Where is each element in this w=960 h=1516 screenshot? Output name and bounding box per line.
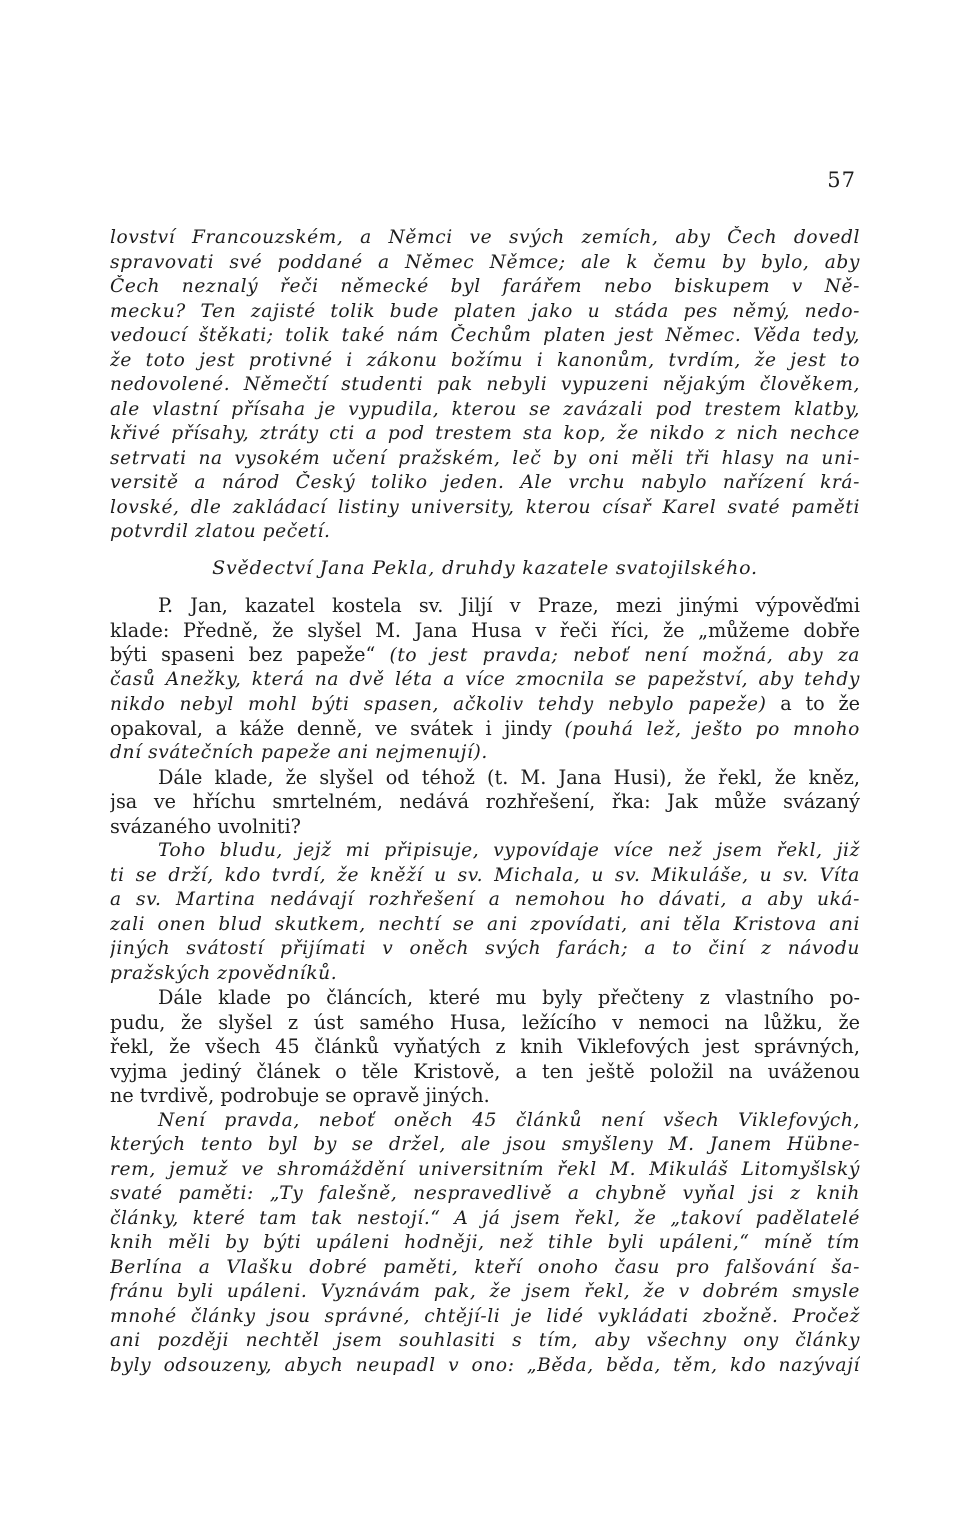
text-run: fránu byli upáleni. Vyznávám pak, že jsem řekl, že v dobrém smysle xyxy=(110,1281,860,1302)
text-line xyxy=(110,447,860,472)
text-line xyxy=(110,766,860,791)
text-run: řekl, že všech 45 článků vyňatých z knih Viklefových jest správných, xyxy=(110,1035,860,1058)
text-block-top xyxy=(110,226,860,545)
text-line xyxy=(110,422,860,447)
text-run: (to jest pravda; neboť není možná, aby za xyxy=(389,645,860,666)
text-line xyxy=(110,520,860,545)
text-line xyxy=(110,1109,860,1134)
text-run: lovské, dle zakládací listiny university, kterou císař Karel svaté paměti xyxy=(110,496,860,518)
text-run: byly odsouzeny, abych neupadl v ono: „Běda, běda, těm, kdo nazývají xyxy=(110,1354,860,1376)
text-run: články, které tam tak nestojí.“ A já jsem řekl, že „takoví padělatelé xyxy=(110,1207,860,1229)
text-line xyxy=(110,275,860,300)
page-number: 57 xyxy=(827,168,856,192)
text-run: ani později nechtěl jsem souhlasiti s tím, aby všechny ony články xyxy=(110,1330,860,1351)
text-line xyxy=(110,324,860,349)
text-line xyxy=(110,251,860,276)
text-run: klade: Předně, že slyšel M. Jana Husa v řeči říci, že „můžeme dobře xyxy=(110,618,860,642)
text-line xyxy=(110,496,860,521)
text-block-main xyxy=(110,594,860,1378)
text-line xyxy=(110,937,860,962)
text-line xyxy=(110,226,860,251)
text-run: P. Jan, kazatel kostela sv. Jiljí v Praze, mezi jinými výpověďmi xyxy=(158,594,860,617)
text-run: Toho bludu, jejž mi připisuje, vypovídaje více než jsem řekl, již xyxy=(158,840,860,861)
text-run: svázaného uvolniti? xyxy=(110,814,301,838)
text-run: jiných svátostí přijímati v oněch svých farách; a to činí z návodu xyxy=(110,938,860,959)
text-run: býti spaseni bez papeže“ xyxy=(110,643,390,666)
text-run: potvrdil zlatou pečetí. xyxy=(110,521,331,542)
text-run: rem, jemuž ve shromáždění universitním řekl M. Mikuláš Litomyšlský xyxy=(110,1158,860,1180)
text-run: že toto jest protivné i zákonu božímu i kanonům, tvrdím, že jest to xyxy=(110,349,860,371)
text-line xyxy=(110,815,860,840)
text-line xyxy=(110,692,860,717)
section-heading: Svědectví Jana Pekla, druhdy kazatele svatojilského. xyxy=(212,557,758,579)
text-run: pudu, že slyšel z úst samého Husa, ležícího v nemoci na lůžku, že xyxy=(110,1010,860,1034)
text-line xyxy=(110,1329,860,1354)
text-run: a sv. Martina nedávají rozhřešení a nemohou ho dávati, a aby uká- xyxy=(110,889,860,910)
text-run: Čech neznalý řeči německé byl farářem nebo biskupem v Ně- xyxy=(110,276,860,297)
text-run: (pouhá lež, ješto po mnoho xyxy=(564,718,860,740)
text-run: kterých tento byl by se držel, ale jsou smyšleny M. Janem Hübne- xyxy=(110,1134,860,1155)
text-run: vedoucí štěkati; tolik také nám Čechům platen jest Němec. Věda tedy, xyxy=(110,325,860,346)
text-line xyxy=(110,373,860,398)
text-run: Dále klade, že slyšel od téhož (t. M. Jana Husi), že řekl, že kněz, xyxy=(158,765,860,789)
text-line xyxy=(110,398,860,423)
text-line xyxy=(110,1256,860,1281)
text-run: pražských zpovědníků. xyxy=(110,962,338,984)
text-line xyxy=(110,888,860,913)
text-run: setrvati na vysokém učení pražském, leč by oni měli tři hlasy na uni- xyxy=(110,447,860,469)
text-line xyxy=(110,1084,860,1109)
text-run: ti se drží, kdo tvrdí, že kněží u sv. Michala, u sv. Mikuláše, u sv. Víta xyxy=(110,864,860,886)
text-run: časů Anežky, která na dvě léta a více zmocnila se papežství, aby tehdy xyxy=(110,668,860,690)
text-line xyxy=(110,643,860,668)
text-run: ale vlastní přísaha je vypudila, kterou se zavázali pod trestem klatby, xyxy=(110,398,860,420)
text-run: mecku? Ten zajisté tolik bude platen jako u stáda pes němý, nedo- xyxy=(110,300,860,322)
text-line xyxy=(110,962,860,987)
text-line xyxy=(110,839,860,864)
text-line xyxy=(110,619,860,644)
text-line xyxy=(110,1158,860,1183)
text-run: nikdo nebyl mohl býti spasen, ačkoliv tehdy nebylo papeže) xyxy=(110,694,767,715)
text-run: křivé přísahy, ztráty cti a pod trestem sta kop, že nikdo z nich nechce xyxy=(110,423,860,444)
text-run: dní svátečních papeže ani nejmenují). xyxy=(110,742,488,763)
text-run: zali onen blud skutkem, nechtí se ani zpovídati, ani těla Kristova ani xyxy=(110,913,860,935)
text-line xyxy=(110,668,860,693)
text-run: Berlína a Vlašku dobré paměti, kteří onoho času pro falšování ša- xyxy=(110,1256,860,1278)
text-run: Není pravda, neboť oněch 45 článků není všech Viklefových, xyxy=(158,1109,860,1131)
text-line xyxy=(110,471,860,496)
text-line xyxy=(110,717,860,742)
text-line xyxy=(110,349,860,374)
text-line xyxy=(110,864,860,889)
text-run: vyjma jediný článek o těle Kristově, a ten ještě položil na uváženou xyxy=(110,1059,860,1083)
text-run: jsa ve hříchu smrtelném, nedává rozhřešení, řka: Jak může svázaný xyxy=(110,790,860,813)
text-run: versitě a národ Český toliko jeden. Ale vrchu nabylo nařízení krá- xyxy=(110,472,860,493)
text-run: spravovati své poddané a Němec Němce; ale k čemu by bylo, aby xyxy=(110,251,860,273)
text-line xyxy=(110,1035,860,1060)
text-line xyxy=(110,300,860,325)
text-line xyxy=(110,790,860,815)
text-line xyxy=(110,594,860,619)
text-run: mnohé články jsou správné, chtějí-li je lidé vykládati zbožně. Pročež xyxy=(110,1305,860,1327)
text-run: svaté paměti: „Ty falešně, nespravedlivě a chybně vyňal jsi z knih xyxy=(110,1183,860,1204)
text-run: opakoval, a káže denně, ve svátek i jindy xyxy=(110,716,565,740)
text-line xyxy=(110,1182,860,1207)
text-line xyxy=(110,1060,860,1085)
text-run: ne tvrdivě, podrobuje se opravě jiných. xyxy=(110,1084,490,1107)
text-run: knih měli by býti upáleni hodněji, než tihle byli upáleni,“ míně tím xyxy=(110,1232,860,1253)
text-line xyxy=(110,1280,860,1305)
text-line xyxy=(110,1354,860,1379)
text-line xyxy=(110,1231,860,1256)
text-line xyxy=(110,1133,860,1158)
text-run: a to že xyxy=(766,692,860,715)
text-line xyxy=(110,1305,860,1330)
text-run: nedovolené. Němečtí studenti pak nebyli vypuzeni nějakým člověkem, xyxy=(110,374,860,395)
text-line xyxy=(110,986,860,1011)
text-line xyxy=(110,1207,860,1232)
text-line xyxy=(110,913,860,938)
text-run: lovství Francouzském, a Němci ve svých zemích, aby Čech dovedl xyxy=(110,227,860,248)
text-run: Dále klade po článcích, které mu byly přečteny z vlastního po- xyxy=(158,986,860,1009)
text-line xyxy=(110,741,860,766)
text-line xyxy=(110,1011,860,1036)
